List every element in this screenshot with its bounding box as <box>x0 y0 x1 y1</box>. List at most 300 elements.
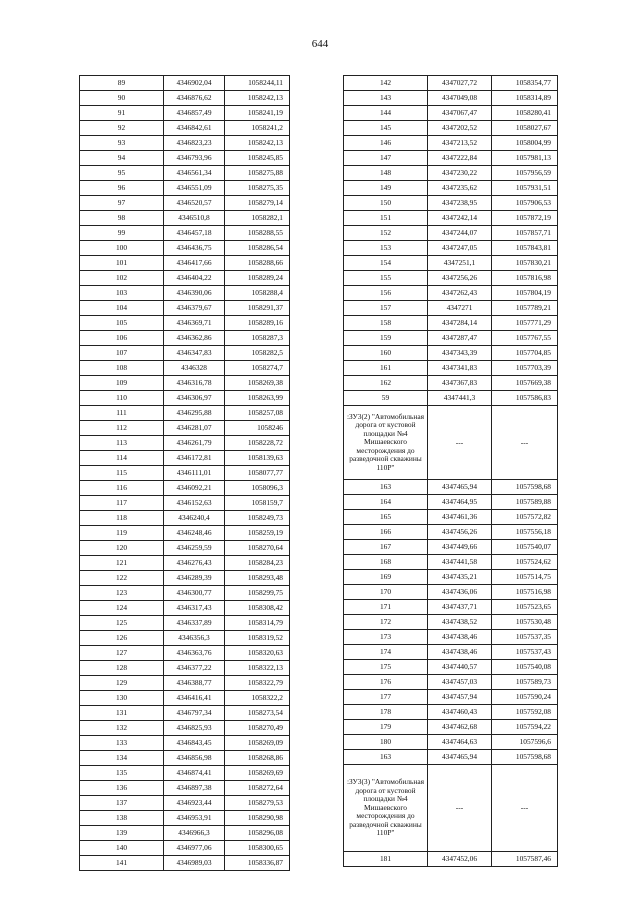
table-row <box>80 706 290 721</box>
point-number-cell: 142 <box>344 76 428 91</box>
x-coordinate-cell: 4346317,43 <box>164 601 225 616</box>
table-row <box>344 525 558 540</box>
table-row <box>80 541 290 556</box>
x-coordinate-cell: 4347341,83 <box>428 361 492 376</box>
point-number-cell: 163 <box>344 750 428 765</box>
y-coordinate-cell: 1057537,35 <box>492 630 558 645</box>
y-coordinate-cell: 1058319,52 <box>225 631 290 646</box>
table-row <box>80 571 290 586</box>
x-coordinate-cell: 4346172,81 <box>164 451 225 466</box>
table-row <box>344 570 558 585</box>
x-coordinate-cell: 4347462,68 <box>428 720 492 735</box>
table-row <box>344 181 558 196</box>
table-row <box>80 616 290 631</box>
x-coordinate-cell: 4346561,34 <box>164 166 225 181</box>
y-coordinate-cell: 1058322,13 <box>225 661 290 676</box>
x-coordinate-cell: 4347464,95 <box>428 495 492 510</box>
y-coordinate-cell: 1057586,83 <box>492 391 558 406</box>
x-coordinate-cell: 4346897,38 <box>164 781 225 796</box>
y-coordinate-cell: 1058314,79 <box>225 616 290 631</box>
x-coordinate-cell: 4346843,45 <box>164 736 225 751</box>
table-row <box>80 286 290 301</box>
y-coordinate-cell: 1057956,59 <box>492 166 558 181</box>
y-coordinate-cell: 1058228,72 <box>225 436 290 451</box>
y-coordinate-cell: 1057906,53 <box>492 196 558 211</box>
y-coordinate-cell: 1057598,68 <box>492 480 558 495</box>
table-row <box>344 286 558 301</box>
x-coordinate-cell: 4347435,21 <box>428 570 492 585</box>
point-number-cell: 158 <box>344 316 428 331</box>
x-coordinate-cell: 4346337,89 <box>164 616 225 631</box>
x-coordinate-cell: 4347027,72 <box>428 76 492 91</box>
x-coordinate-cell: 4347441,3 <box>428 391 492 406</box>
zone-header-row <box>344 765 558 852</box>
y-coordinate-cell: 1058322,79 <box>225 676 290 691</box>
point-number-cell: 164 <box>344 495 428 510</box>
x-coordinate-cell: 4347452,06 <box>428 852 492 867</box>
point-number-cell: 141 <box>80 856 164 871</box>
point-number-cell: 154 <box>344 256 428 271</box>
y-coordinate-cell: 1058004,99 <box>492 136 558 151</box>
zone-dash-cell: --- <box>428 406 492 480</box>
y-coordinate-cell: 1057669,38 <box>492 376 558 391</box>
point-number-cell: 132 <box>80 721 164 736</box>
y-coordinate-cell: 1058249,73 <box>225 511 290 526</box>
x-coordinate-cell: 4346328 <box>164 361 225 376</box>
table-row <box>344 151 558 166</box>
point-number-cell: 159 <box>344 331 428 346</box>
point-number-cell: 175 <box>344 660 428 675</box>
x-coordinate-cell: 4346362,86 <box>164 331 225 346</box>
point-number-cell: 155 <box>344 271 428 286</box>
x-coordinate-cell: 4346388,77 <box>164 676 225 691</box>
point-number-cell: 177 <box>344 690 428 705</box>
x-coordinate-cell: 4346825,93 <box>164 721 225 736</box>
point-number-cell: 162 <box>344 376 428 391</box>
y-coordinate-cell: 1057587,46 <box>492 852 558 867</box>
point-number-cell: 95 <box>80 166 164 181</box>
table-row <box>80 211 290 226</box>
y-coordinate-cell: 1058282,1 <box>225 211 290 226</box>
point-number-cell: 101 <box>80 256 164 271</box>
x-coordinate-cell: 4347457,94 <box>428 690 492 705</box>
y-coordinate-cell: 1058314,89 <box>492 91 558 106</box>
y-coordinate-cell: 1058289,24 <box>225 271 290 286</box>
point-number-cell: 111 <box>80 406 164 421</box>
table-row <box>80 466 290 481</box>
table-row <box>80 346 290 361</box>
point-number-cell: 139 <box>80 826 164 841</box>
y-coordinate-cell: 1058096,3 <box>225 481 290 496</box>
y-coordinate-cell: 1058242,13 <box>225 136 290 151</box>
point-number-cell: 107 <box>80 346 164 361</box>
x-coordinate-cell: 4347067,47 <box>428 106 492 121</box>
x-coordinate-cell: 4347437,71 <box>428 600 492 615</box>
left-coordinates-table <box>79 75 290 871</box>
y-coordinate-cell: 1058139,63 <box>225 451 290 466</box>
table-row <box>80 781 290 796</box>
x-coordinate-cell: 4347460,43 <box>428 705 492 720</box>
y-coordinate-cell: 1058290,98 <box>225 811 290 826</box>
x-coordinate-cell: 4347287,47 <box>428 331 492 346</box>
point-number-cell: 149 <box>344 181 428 196</box>
y-coordinate-cell: 1058273,54 <box>225 706 290 721</box>
x-coordinate-cell: 4347235,62 <box>428 181 492 196</box>
x-coordinate-cell: 4347049,08 <box>428 91 492 106</box>
table-row <box>80 151 290 166</box>
x-coordinate-cell: 4346857,49 <box>164 106 225 121</box>
point-number-cell: 150 <box>344 196 428 211</box>
x-coordinate-cell: 4346300,77 <box>164 586 225 601</box>
point-number-cell: 124 <box>80 601 164 616</box>
x-coordinate-cell: 4346377,22 <box>164 661 225 676</box>
point-number-cell: 174 <box>344 645 428 660</box>
point-number-cell: 122 <box>80 571 164 586</box>
point-number-cell: 148 <box>344 166 428 181</box>
table-row <box>344 510 558 525</box>
y-coordinate-cell: 1057556,18 <box>492 525 558 540</box>
x-coordinate-cell: 4347464,63 <box>428 735 492 750</box>
table-row <box>344 316 558 331</box>
y-coordinate-cell: 1058293,48 <box>225 571 290 586</box>
x-coordinate-cell: 4347438,52 <box>428 615 492 630</box>
x-coordinate-cell: 4347456,26 <box>428 525 492 540</box>
x-coordinate-cell: 4346551,09 <box>164 181 225 196</box>
point-number-cell: 90 <box>80 91 164 106</box>
x-coordinate-cell: 4346276,43 <box>164 556 225 571</box>
x-coordinate-cell: 4346111,01 <box>164 466 225 481</box>
x-coordinate-cell: 4346902,04 <box>164 76 225 91</box>
y-coordinate-cell: 1058280,41 <box>492 106 558 121</box>
table-row <box>80 526 290 541</box>
table-row <box>344 660 558 675</box>
table-row <box>80 331 290 346</box>
point-number-cell: 151 <box>344 211 428 226</box>
x-coordinate-cell: 4347457,03 <box>428 675 492 690</box>
x-coordinate-cell: 4346092,21 <box>164 481 225 496</box>
x-coordinate-cell: 4347284,14 <box>428 316 492 331</box>
y-coordinate-cell: 1057804,19 <box>492 286 558 301</box>
table-row <box>344 226 558 241</box>
y-coordinate-cell: 1057596,6 <box>492 735 558 750</box>
zone-title-cell: :ЗУ3(3) "Автомобильная дорога от кустовой площадки №4 Мишаевского месторождения до разведочной скважины 110Р" <box>344 765 428 852</box>
y-coordinate-cell: 1057592,08 <box>492 705 558 720</box>
y-coordinate-cell: 1058279,14 <box>225 196 290 211</box>
y-coordinate-cell: 1057857,71 <box>492 226 558 241</box>
point-number-cell: 99 <box>80 226 164 241</box>
table-row <box>80 736 290 751</box>
y-coordinate-cell: 1058077,77 <box>225 466 290 481</box>
x-coordinate-cell: 4347251,1 <box>428 256 492 271</box>
y-coordinate-cell: 1057589,73 <box>492 675 558 690</box>
point-number-cell: 160 <box>344 346 428 361</box>
x-coordinate-cell: 4347244,07 <box>428 226 492 241</box>
y-coordinate-cell: 1058299,75 <box>225 586 290 601</box>
table-row <box>344 852 558 867</box>
table-row <box>344 241 558 256</box>
y-coordinate-cell: 1057767,55 <box>492 331 558 346</box>
point-number-cell: 167 <box>344 540 428 555</box>
table-row <box>80 646 290 661</box>
table-row <box>80 556 290 571</box>
table-row <box>80 676 290 691</box>
point-number-cell: 109 <box>80 376 164 391</box>
table-row <box>344 585 558 600</box>
point-number-cell: 97 <box>80 196 164 211</box>
point-number-cell: 133 <box>80 736 164 751</box>
x-coordinate-cell: 4347256,26 <box>428 271 492 286</box>
y-coordinate-cell: 1057843,81 <box>492 241 558 256</box>
point-number-cell: 171 <box>344 600 428 615</box>
x-coordinate-cell: 4346823,23 <box>164 136 225 151</box>
x-coordinate-cell: 4347461,36 <box>428 510 492 525</box>
x-coordinate-cell: 4346363,76 <box>164 646 225 661</box>
table-row <box>80 391 290 406</box>
point-number-cell: 112 <box>80 421 164 436</box>
y-coordinate-cell: 1058244,11 <box>225 76 290 91</box>
point-number-cell: 116 <box>80 481 164 496</box>
point-number-cell: 91 <box>80 106 164 121</box>
x-coordinate-cell: 4346793,96 <box>164 151 225 166</box>
y-coordinate-cell: 1058270,64 <box>225 541 290 556</box>
point-number-cell: 125 <box>80 616 164 631</box>
y-coordinate-cell: 1058275,88 <box>225 166 290 181</box>
table-row <box>80 751 290 766</box>
y-coordinate-cell: 1057981,13 <box>492 151 558 166</box>
point-number-cell: 145 <box>344 121 428 136</box>
table-row <box>80 121 290 136</box>
table-row <box>80 511 290 526</box>
point-number-cell: 146 <box>344 136 428 151</box>
x-coordinate-cell: 4346289,39 <box>164 571 225 586</box>
y-coordinate-cell: 1058288,66 <box>225 256 290 271</box>
point-number-cell: 59 <box>344 391 428 406</box>
table-row <box>80 271 290 286</box>
y-coordinate-cell: 1058322,2 <box>225 691 290 706</box>
table-row <box>80 691 290 706</box>
x-coordinate-cell: 4346295,88 <box>164 406 225 421</box>
point-number-cell: 178 <box>344 705 428 720</box>
x-coordinate-cell: 4346356,3 <box>164 631 225 646</box>
x-coordinate-cell: 4346977,06 <box>164 841 225 856</box>
y-coordinate-cell: 1058308,42 <box>225 601 290 616</box>
x-coordinate-cell: 4347438,46 <box>428 645 492 660</box>
x-coordinate-cell: 4346281,07 <box>164 421 225 436</box>
point-number-cell: 135 <box>80 766 164 781</box>
table-row <box>80 301 290 316</box>
point-number-cell: 166 <box>344 525 428 540</box>
point-number-cell: 136 <box>80 781 164 796</box>
table-row <box>80 496 290 511</box>
zone-dash-cell: --- <box>428 765 492 852</box>
x-coordinate-cell: 4346152,63 <box>164 496 225 511</box>
y-coordinate-cell: 1057590,24 <box>492 690 558 705</box>
y-coordinate-cell: 1057598,68 <box>492 750 558 765</box>
zone-title-cell: :ЗУ3(2) "Автомобильная дорога от кустовой площадки №4 Мишаевского месторождения до разведочной скважины 110Р" <box>344 406 428 480</box>
x-coordinate-cell: 4346966,3 <box>164 826 225 841</box>
point-number-cell: 168 <box>344 555 428 570</box>
y-coordinate-cell: 1058269,09 <box>225 736 290 751</box>
x-coordinate-cell: 4346842,61 <box>164 121 225 136</box>
y-coordinate-cell: 1058269,69 <box>225 766 290 781</box>
y-coordinate-cell: 1057594,22 <box>492 720 558 735</box>
y-coordinate-cell: 1058263,99 <box>225 391 290 406</box>
table-row <box>344 91 558 106</box>
table-row <box>344 136 558 151</box>
x-coordinate-cell: 4346369,71 <box>164 316 225 331</box>
y-coordinate-cell: 1058274,7 <box>225 361 290 376</box>
point-number-cell: 173 <box>344 630 428 645</box>
table-row <box>80 826 290 841</box>
y-coordinate-cell: 1057771,29 <box>492 316 558 331</box>
table-row <box>80 406 290 421</box>
point-number-cell: 156 <box>344 286 428 301</box>
y-coordinate-cell: 1058241,2 <box>225 121 290 136</box>
x-coordinate-cell: 4346923,44 <box>164 796 225 811</box>
point-number-cell: 106 <box>80 331 164 346</box>
zone-dash-cell: --- <box>492 765 558 852</box>
y-coordinate-cell: 1057816,98 <box>492 271 558 286</box>
x-coordinate-cell: 4347343,39 <box>428 346 492 361</box>
table-row <box>80 796 290 811</box>
table-row <box>80 361 290 376</box>
table-row <box>80 181 290 196</box>
table-row <box>80 256 290 271</box>
point-number-cell: 130 <box>80 691 164 706</box>
table-row <box>344 540 558 555</box>
zone-dash-cell: --- <box>492 406 558 480</box>
right-coordinates-table <box>343 75 558 867</box>
x-coordinate-cell: 4346390,06 <box>164 286 225 301</box>
table-row <box>344 376 558 391</box>
y-coordinate-cell: 1057523,65 <box>492 600 558 615</box>
table-row <box>80 76 290 91</box>
table-row <box>344 106 558 121</box>
y-coordinate-cell: 1058270,49 <box>225 721 290 736</box>
table-row <box>80 421 290 436</box>
x-coordinate-cell: 4346261,79 <box>164 436 225 451</box>
point-number-cell: 94 <box>80 151 164 166</box>
y-coordinate-cell: 1057703,39 <box>492 361 558 376</box>
x-coordinate-cell: 4347262,43 <box>428 286 492 301</box>
table-row <box>80 196 290 211</box>
table-row <box>80 106 290 121</box>
x-coordinate-cell: 4347465,94 <box>428 480 492 495</box>
point-number-cell: 118 <box>80 511 164 526</box>
table-row <box>80 811 290 826</box>
x-coordinate-cell: 4346874,41 <box>164 766 225 781</box>
point-number-cell: 108 <box>80 361 164 376</box>
x-coordinate-cell: 4347440,57 <box>428 660 492 675</box>
table-row <box>80 856 290 871</box>
point-number-cell: 98 <box>80 211 164 226</box>
point-number-cell: 104 <box>80 301 164 316</box>
x-coordinate-cell: 4346417,66 <box>164 256 225 271</box>
point-number-cell: 143 <box>344 91 428 106</box>
x-coordinate-cell: 4347271 <box>428 301 492 316</box>
y-coordinate-cell: 1058286,54 <box>225 241 290 256</box>
table-row <box>344 196 558 211</box>
point-number-cell: 169 <box>344 570 428 585</box>
y-coordinate-cell: 1058291,37 <box>225 301 290 316</box>
point-number-cell: 102 <box>80 271 164 286</box>
y-coordinate-cell: 1058354,77 <box>492 76 558 91</box>
table-row <box>344 705 558 720</box>
table-row <box>80 766 290 781</box>
y-coordinate-cell: 1057530,48 <box>492 615 558 630</box>
point-number-cell: 119 <box>80 526 164 541</box>
point-number-cell: 89 <box>80 76 164 91</box>
point-number-cell: 120 <box>80 541 164 556</box>
y-coordinate-cell: 1057830,21 <box>492 256 558 271</box>
table-row <box>344 600 558 615</box>
table-row <box>80 601 290 616</box>
y-coordinate-cell: 1058257,08 <box>225 406 290 421</box>
table-row <box>344 675 558 690</box>
x-coordinate-cell: 4346248,46 <box>164 526 225 541</box>
table-row <box>80 841 290 856</box>
table-row <box>80 631 290 646</box>
table-row <box>80 226 290 241</box>
y-coordinate-cell: 1057789,21 <box>492 301 558 316</box>
y-coordinate-cell: 1057516,98 <box>492 585 558 600</box>
table-row <box>344 735 558 750</box>
table-row <box>344 211 558 226</box>
y-coordinate-cell: 1058159,7 <box>225 496 290 511</box>
y-coordinate-cell: 1057589,88 <box>492 495 558 510</box>
table-row <box>344 555 558 570</box>
table-row <box>344 361 558 376</box>
x-coordinate-cell: 4347213,52 <box>428 136 492 151</box>
x-coordinate-cell: 4346259,59 <box>164 541 225 556</box>
table-row <box>80 316 290 331</box>
y-coordinate-cell: 1058027,67 <box>492 121 558 136</box>
x-coordinate-cell: 4346404,22 <box>164 271 225 286</box>
y-coordinate-cell: 1058242,13 <box>225 91 290 106</box>
y-coordinate-cell: 1058275,35 <box>225 181 290 196</box>
point-number-cell: 163 <box>344 480 428 495</box>
x-coordinate-cell: 4347367,83 <box>428 376 492 391</box>
y-coordinate-cell: 1058282,5 <box>225 346 290 361</box>
point-number-cell: 115 <box>80 466 164 481</box>
y-coordinate-cell: 1057524,62 <box>492 555 558 570</box>
x-coordinate-cell: 4347242,14 <box>428 211 492 226</box>
point-number-cell: 170 <box>344 585 428 600</box>
point-number-cell: 138 <box>80 811 164 826</box>
table-row <box>80 241 290 256</box>
y-coordinate-cell: 1057540,07 <box>492 540 558 555</box>
table-row <box>344 615 558 630</box>
y-coordinate-cell: 1058288,4 <box>225 286 290 301</box>
table-row <box>344 331 558 346</box>
x-coordinate-cell: 4346876,62 <box>164 91 225 106</box>
point-number-cell: 121 <box>80 556 164 571</box>
y-coordinate-cell: 1058268,86 <box>225 751 290 766</box>
y-coordinate-cell: 1057514,75 <box>492 570 558 585</box>
point-number-cell: 137 <box>80 796 164 811</box>
y-coordinate-cell: 1058287,3 <box>225 331 290 346</box>
y-coordinate-cell: 1057704,85 <box>492 346 558 361</box>
table-row <box>344 495 558 510</box>
y-coordinate-cell: 1058296,08 <box>225 826 290 841</box>
point-number-cell: 157 <box>344 301 428 316</box>
point-number-cell: 126 <box>80 631 164 646</box>
table-row <box>80 91 290 106</box>
y-coordinate-cell: 1058284,23 <box>225 556 290 571</box>
table-row <box>344 301 558 316</box>
point-number-cell: 113 <box>80 436 164 451</box>
y-coordinate-cell: 1058241,19 <box>225 106 290 121</box>
